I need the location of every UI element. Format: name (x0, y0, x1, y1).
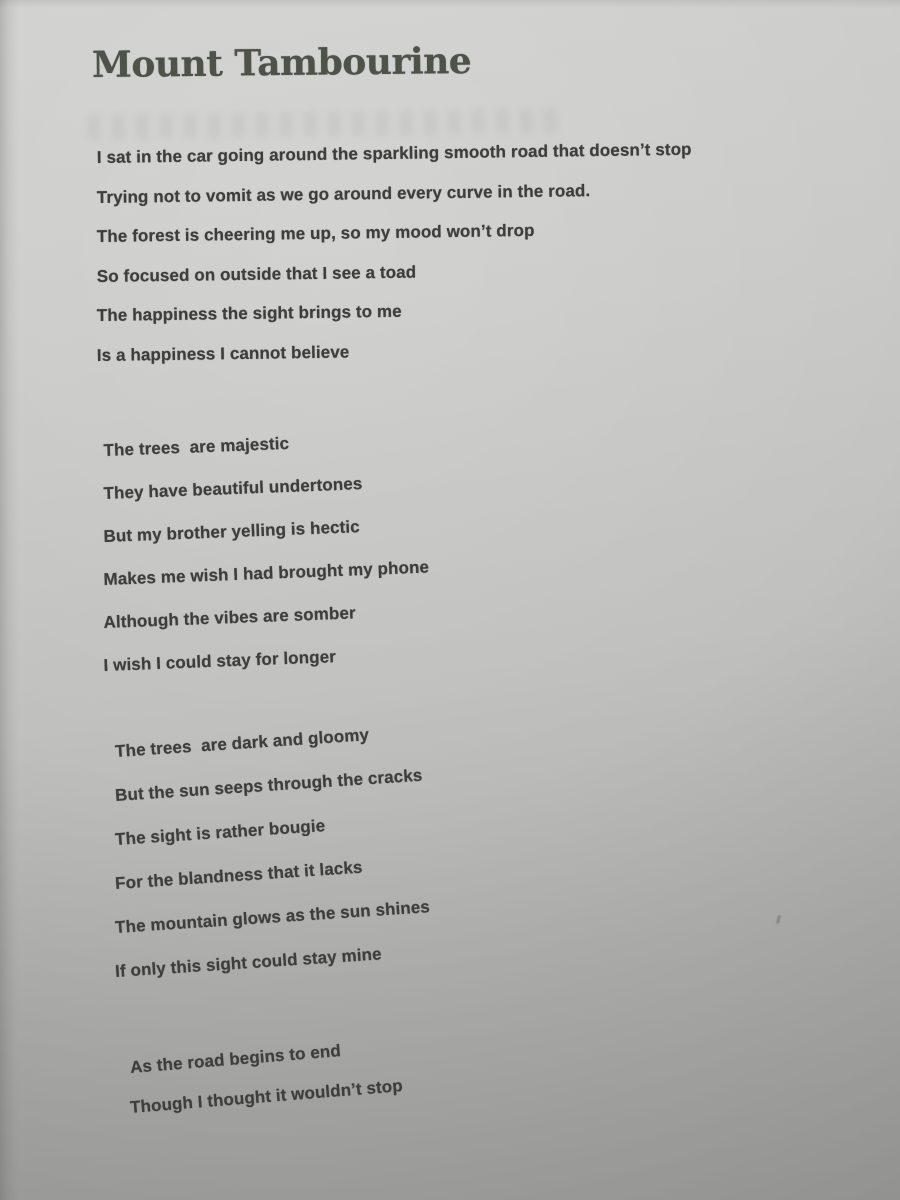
poem-title: Mount Tambourine (91, 40, 472, 86)
poem-line: They have beautiful undertones (103, 474, 363, 504)
poem-line: The happiness the sight brings to me (96, 301, 402, 326)
poem-line: So focused on outside that I see a toad (96, 262, 417, 286)
poem-line: The mountain glows as the sun shines (114, 897, 431, 938)
stanza-2 (103, 433, 430, 699)
poem-line: Trying not to vomit as we go around every curve in the road. (96, 180, 591, 207)
poem-line: I wish I could stay for longer (103, 647, 337, 676)
stanza-3 (114, 725, 431, 1006)
stray-pen-mark (776, 915, 781, 924)
stanza-4 (129, 1041, 404, 1138)
poem-line: I sat in the car going around the sparkling smooth road that doesn’t stop (96, 139, 692, 168)
show-through-ghost-text (88, 109, 568, 140)
poem-line: As the road begins to end (129, 1041, 342, 1078)
stanza-1 (96, 139, 692, 385)
poem-line: The sight is rather bougie (114, 816, 326, 850)
poem-line: The forest is cheering me up, so my mood won’t drop (96, 220, 535, 247)
poem-line: But my brother yelling is hectic (103, 517, 361, 547)
poem-line: The trees are dark and gloomy (114, 725, 370, 762)
poem-line: But the sun seeps through the cracks (114, 765, 423, 806)
poem-line: The trees are majestic (103, 433, 290, 461)
poem-line: Although the vibes are somber (103, 603, 356, 633)
poem-line: Makes me wish I had brought my phone (103, 557, 430, 590)
poem-line: For the blandness that it lacks (114, 857, 364, 894)
poem-line: If only this sight could stay mine (114, 944, 383, 982)
poem-line: Though I thought it wouldn’t stop (129, 1076, 404, 1118)
poem-line: Is a happiness I cannot believe (96, 341, 350, 365)
